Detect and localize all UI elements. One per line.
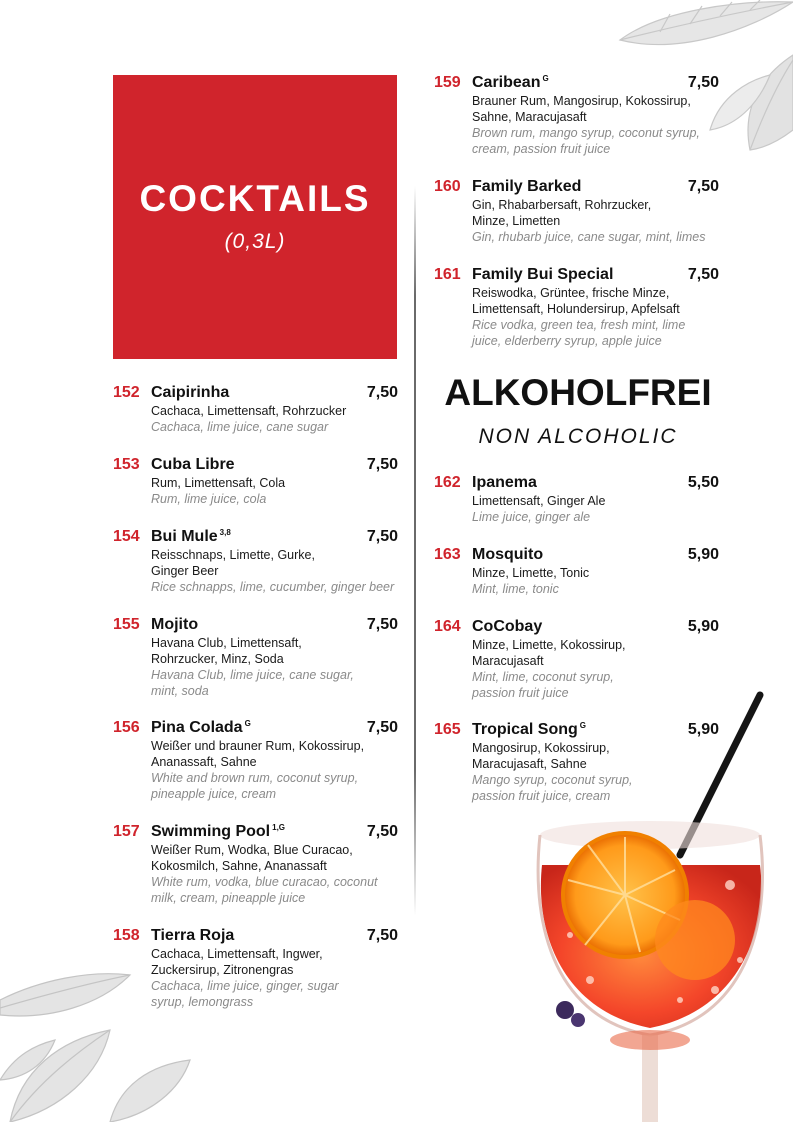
allergen-note: G — [244, 719, 251, 728]
item-name: Mojito — [151, 616, 199, 633]
item-number: 164 — [434, 618, 461, 635]
item-number: 155 — [113, 616, 140, 633]
item-name: Family Bui Special — [472, 266, 614, 283]
item-name: Pina Colada $^G$ — [151, 719, 251, 736]
item-price: 7,50 — [366, 719, 398, 736]
allergen-note: G — [579, 721, 587, 730]
item-description-en: Rice schnapps, lime, cucumber, ginger beer — [151, 580, 395, 594]
item-name: Swimming Pool $^{1,G}$ — [151, 823, 286, 840]
item-description-en: Gin, rhubarb juice, cane sugar, mint, limes — [472, 230, 706, 244]
non-alcoholic-subtitle: NON ALCOHOLIC — [478, 425, 678, 448]
non-alcoholic-title: ALKOHOLFREI — [444, 372, 712, 413]
cocktail-glass-illustration — [530, 690, 793, 1122]
item-name: Caribean $^G$ — [472, 74, 549, 91]
cocktails-header-box — [113, 75, 397, 359]
item-description-en: White and brown rum, coconut syrup, pineapple juice, cream — [151, 771, 359, 801]
item-description-en: Mint, lime, coconut syrup, passion fruit juice — [472, 670, 614, 700]
item-description: Minze, Limette, Tonic Mint, lime, tonic — [472, 565, 722, 597]
item-name: Caipirinha — [151, 384, 230, 401]
item-number: 154 — [113, 528, 140, 545]
item-description-en: Mint, lime, tonic — [472, 582, 559, 596]
item-description: Minze, Limette, Kokossirup, Maracujasaft Mint, lime, coconut syrup, passion fruit juice — [472, 637, 647, 701]
item-description: Cachaca, Limettensaft, Ingwer, Zuckersirup, Zitronengras Cachaca, lime juice, ginger, sugar syrup, lemongrass — [151, 946, 351, 1010]
item-description-en: Mango syrup, coconut syrup, passion fruit juice, cream — [472, 773, 633, 803]
item-name: Tierra Roja — [151, 927, 235, 944]
item-name: CoCobay — [472, 618, 543, 635]
item-description: Reiswodka, Grüntee, frische Minze, Limettensaft, Holundersirup, Apfelsaft Rice vodka, green tea, fresh mint, lime juice, elderberry syrup, apple juice — [472, 285, 717, 349]
item-number: 165 — [434, 721, 461, 738]
item-price: 5,90 — [687, 618, 719, 635]
item-number: 153 — [113, 456, 140, 473]
item-price: 7,50 — [366, 528, 398, 545]
item-number: 163 — [434, 546, 461, 563]
item-name: Family Barked — [472, 178, 582, 195]
item-name: Ipanema — [472, 474, 537, 491]
item-description: Weißer Rum, Wodka, Blue Curacao, Kokosmilch, Sahne, Ananassaft White rum, vodka, blue curacao, coconut milk, cream, pineapple juice — [151, 842, 391, 906]
item-price: 7,50 — [687, 74, 719, 91]
item-description-en: Brown rum, mango syrup, coconut syrup, cream, passion fruit juice — [472, 126, 700, 156]
item-description: Limettensaft, Ginger Ale Lime juice, ginger ale — [472, 493, 722, 525]
item-price: 7,50 — [366, 927, 398, 944]
item-number: 152 — [113, 384, 140, 401]
item-description-en: Cachaca, lime juice, cane sugar — [151, 420, 329, 434]
item-description: Weißer und brauner Rum, Kokossirup, Ananassaft, Sahne White and brown rum, coconut syrup, pineapple juice, cream — [151, 738, 386, 802]
item-price: 7,50 — [366, 384, 398, 401]
item-description: Rum, Limettensaft, Cola Rum, lime juice, cola — [151, 475, 401, 507]
item-description-en: Rum, lime juice, cola — [151, 492, 267, 506]
item-number: 161 — [434, 266, 461, 283]
item-name: Cuba Libre — [151, 456, 235, 473]
allergen-note: G — [542, 74, 549, 83]
item-number: 158 — [113, 927, 140, 944]
item-name: Mosquito — [472, 546, 544, 563]
item-number: 157 — [113, 823, 140, 840]
item-number: 159 — [434, 74, 461, 91]
item-price: 7,50 — [687, 266, 719, 283]
item-price: 7,50 — [366, 823, 398, 840]
item-description: Reisschnaps, Limette, Gurke, Ginger Beer — [151, 548, 315, 578]
item-description-en: White rum, vodka, blue curacao, coconut milk, cream, pineapple juice — [151, 875, 378, 905]
item-description: Brauner Rum, Mangosirup, Kokossirup, Sahne, Maracujasaft Brown rum, mango syrup, coconut syrup, cream, passion fruit juice — [472, 93, 717, 157]
allergen-note: 1,G — [272, 823, 286, 832]
item-description: Cachaca, Limettensaft, Rohrzucker Cachaca, lime juice, cane sugar — [151, 403, 401, 435]
item-price: 7,50 — [687, 178, 719, 195]
item-description-en: Rice vodka, green tea, fresh mint, lime juice, elderberry syrup, apple juice — [472, 318, 686, 348]
item-description-en: Cachaca, lime juice, ginger, sugar syrup, lemongrass — [151, 979, 339, 1009]
item-price: 5,50 — [687, 474, 719, 491]
section-title: COCKTAILS — [139, 178, 371, 219]
item-price: 7,50 — [366, 456, 398, 473]
item-description: Mangosirup, Kokossirup, Maracujasaft, Sahne Mango syrup, coconut syrup, passion fruit juice, cream — [472, 740, 647, 804]
allergen-note: 3,8 — [219, 528, 231, 537]
item-description-en: Lime juice, ginger ale — [472, 510, 591, 524]
item-number: 162 — [434, 474, 461, 491]
item-number: 160 — [434, 178, 461, 195]
section-volume: (0,3L) — [224, 230, 286, 253]
item-description: Gin, Rhabarbersaft, Rohrzucker, Minze, Limetten — [472, 198, 652, 228]
item-description: Havana Club, Limettensaft, Rohrzucker, Minz, Soda Havana Club, lime juice, cane sugar, mint, soda — [151, 635, 371, 699]
item-price: 5,90 — [687, 546, 719, 563]
column-divider — [414, 186, 416, 916]
item-price: 5,90 — [687, 721, 719, 738]
item-name: Tropical Song $^G$ — [472, 721, 587, 738]
item-description-en: Havana Club, lime juice, cane sugar, mint, soda — [151, 668, 354, 698]
item-price: 7,50 — [366, 616, 398, 633]
item-name: Bui Mule $^{3,8}$ — [151, 528, 231, 545]
item-number: 156 — [113, 719, 140, 736]
